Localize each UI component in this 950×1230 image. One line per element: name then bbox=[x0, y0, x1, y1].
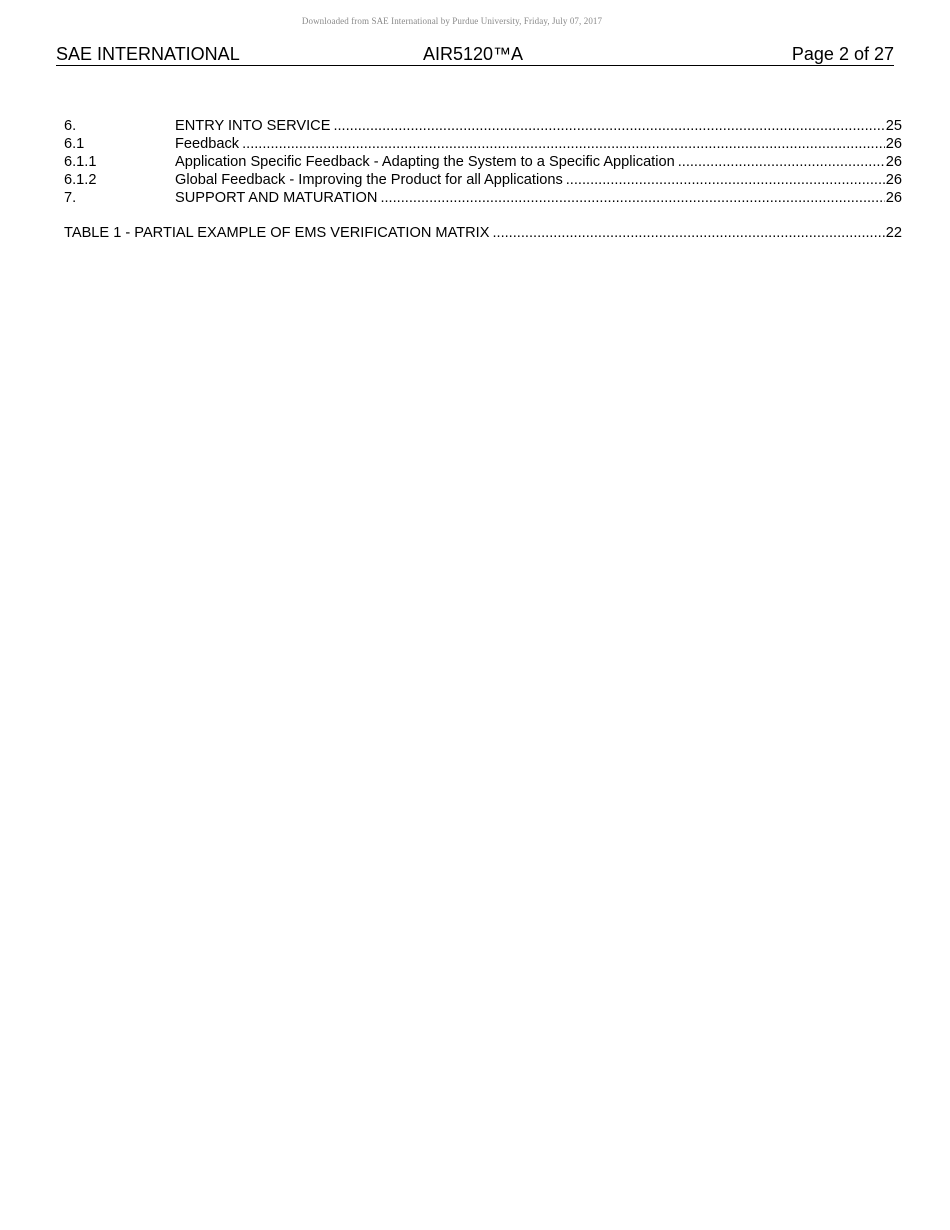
toc-entry-title: Global Feedback - Improving the Product for all Applications bbox=[175, 172, 563, 188]
header-document-id: AIR5120™A bbox=[423, 44, 524, 64]
toc-table-title: TABLE 1 - PARTIAL EXAMPLE OF EMS VERIFICATION MATRIX bbox=[64, 225, 490, 241]
toc-dot-leader bbox=[242, 135, 885, 153]
toc-entry[interactable] bbox=[64, 117, 902, 135]
toc-entry[interactable] bbox=[64, 153, 902, 171]
toc-entry[interactable] bbox=[64, 135, 902, 153]
toc-entry-number: 6.1.1 bbox=[64, 154, 97, 170]
table-of-contents bbox=[64, 117, 902, 242]
download-watermark: Downloaded from SAE International by Purdue University, Friday, July 07, 2017 bbox=[301, 16, 603, 26]
toc-entry[interactable] bbox=[64, 171, 902, 189]
page-header bbox=[56, 43, 894, 66]
toc-entry-title: ENTRY INTO SERVICE bbox=[175, 118, 331, 134]
toc-entry-title: Feedback bbox=[175, 136, 240, 152]
toc-spacer bbox=[64, 207, 902, 224]
toc-dot-leader bbox=[566, 171, 885, 189]
toc-table-page: 22 bbox=[885, 225, 902, 241]
toc-entry-title: Application Specific Feedback - Adapting the System to a Specific Application bbox=[175, 154, 675, 170]
toc-entry-number: 6.1.2 bbox=[64, 172, 97, 188]
toc-entry-page: 26 bbox=[885, 172, 902, 188]
toc-table-entry[interactable] bbox=[64, 224, 902, 242]
toc-entry-page: 26 bbox=[885, 154, 902, 170]
toc-dot-leader bbox=[678, 153, 885, 171]
header-page-number: Page 2 of 27 bbox=[791, 44, 894, 64]
toc-entry-number: 7. bbox=[64, 190, 77, 206]
toc-entry-page: 26 bbox=[885, 136, 902, 152]
header-organization: SAE INTERNATIONAL bbox=[56, 44, 240, 64]
toc-dot-leader bbox=[492, 224, 884, 242]
toc-dot-leader bbox=[333, 117, 884, 135]
toc-dot-leader bbox=[380, 189, 884, 207]
toc-entry-number: 6. bbox=[64, 118, 77, 134]
toc-entry-page: 25 bbox=[885, 118, 902, 134]
toc-entry-page: 26 bbox=[885, 190, 902, 206]
toc-entry-title: SUPPORT AND MATURATION bbox=[175, 190, 378, 206]
toc-entry-number: 6.1 bbox=[64, 136, 85, 152]
toc-entry[interactable] bbox=[64, 189, 902, 207]
